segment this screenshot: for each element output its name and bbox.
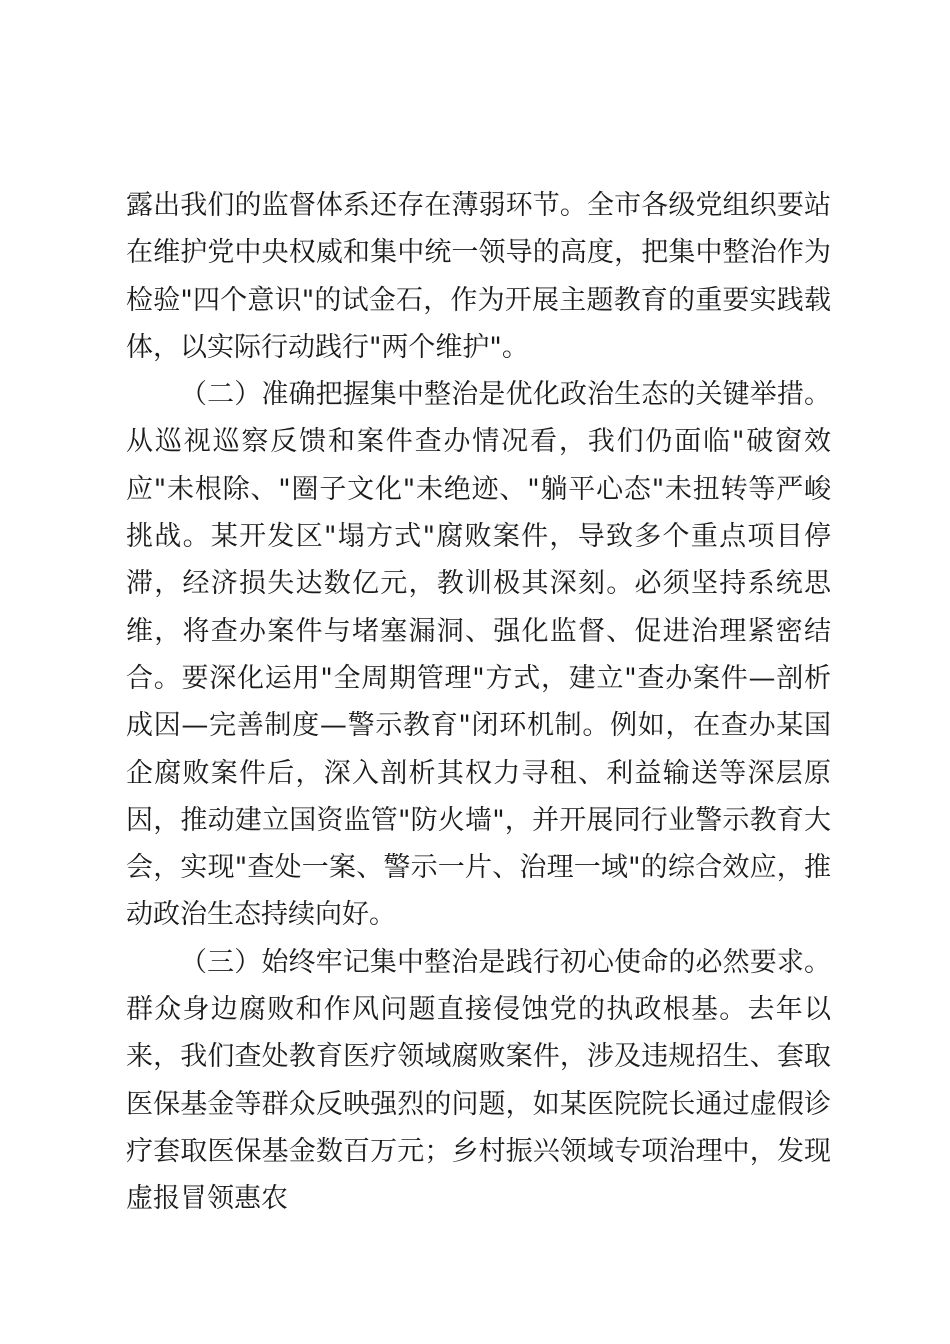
paragraph-continuation: 露出我们的监督体系还存在薄弱环节。全市各级党组织要站在维护党中央权威和集中统一领导的高度，把集中整治作为检验"四个意识"的试金石，作为开展主题教育的重要实践载体，以实际行动践行"两个维护"。 — [126, 190, 831, 363]
paragraph-section-two: （二）准确把握集中整治是优化政治生态的关键举措。从巡视巡察反馈和案件查办情况看，我们仍面临"破窗效应"未根除、"圈子文化"未绝迹、"躺平心态"未扭转等严峻挑战。某开发区"塌方式"腐败案件，导致多个重点项目停滞，经济损失达数亿元，教训极其深刻。必须坚持系统思维，将查办案件与堵塞漏洞、强化监督、促进治理紧密结合。要深化运用"全周期管理"方式，建立"查办案件—剖析成因—完善制度—警示教育"闭环机制。例如，在查办某国企腐败案件后，深入剖析其权力寻租、利益输送等深层原因，推动建立国资监管"防火墙"，并开展同行业警示教育大会，实现"查处一案、警示一片、治理一域"的综合效应，推动政治生态持续向好。 — [126, 379, 831, 931]
paragraph-section-three: （三）始终牢记集中整治是践行初心使命的必然要求。群众身边腐败和作风问题直接侵蚀党的执政根基。去年以来，我们查处教育医疗领域腐败案件，涉及违规招生、套取医保基金等群众反映强烈的问题，如某医院院长通过虚假诊疗套取医保基金数百万元；乡村振兴领域专项治理中，发现虚报冒领惠农 — [126, 946, 831, 1215]
document-body — [126, 182, 831, 1223]
